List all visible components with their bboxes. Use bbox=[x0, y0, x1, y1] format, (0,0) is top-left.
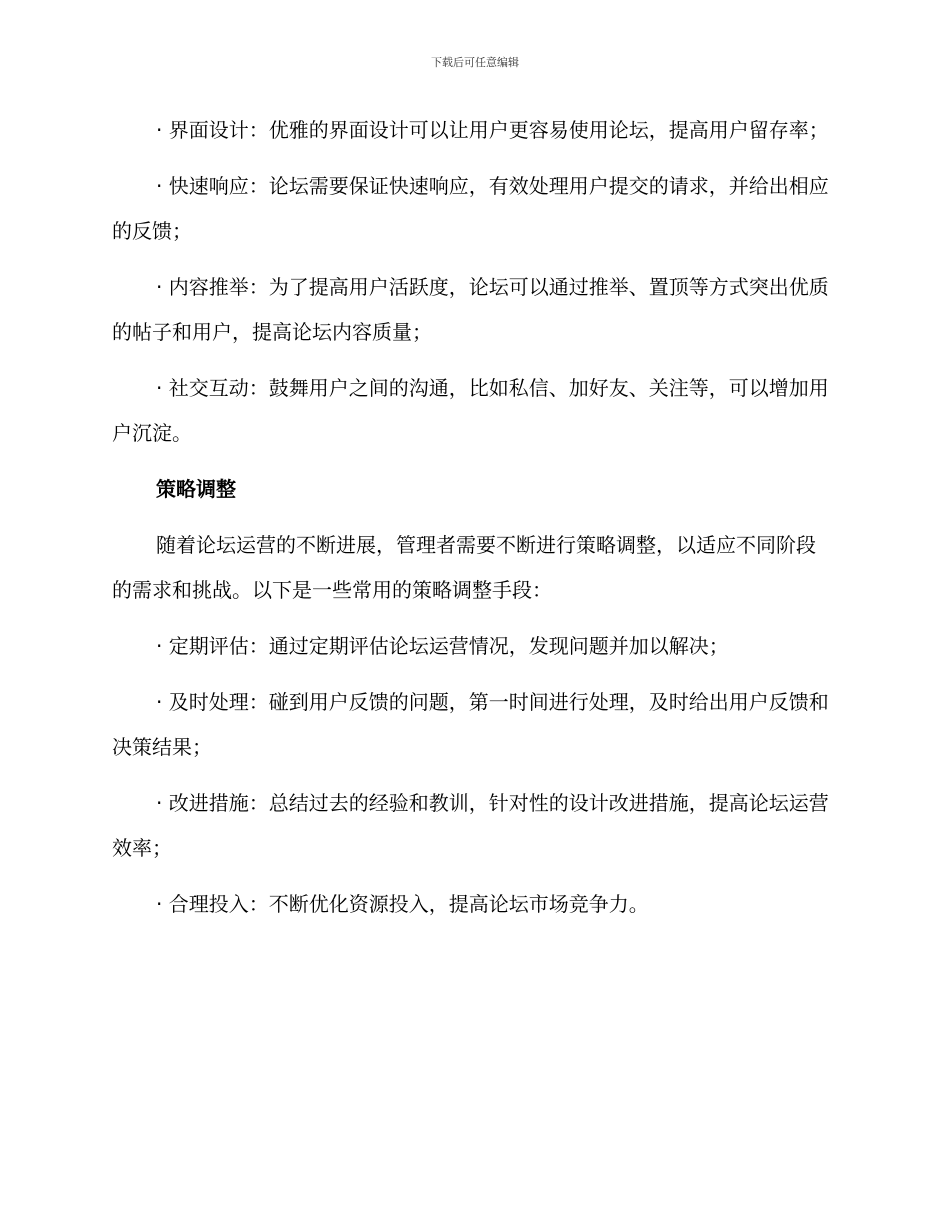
bullet-improvement-measures: · 改进措施：总结过去的经验和教训，针对性的设计改进措施，提高论坛运营效率； bbox=[112, 791, 829, 860]
bullet-content-promotion: · 内容推举：为了提高用户活跃度，论坛可以通过推举、置顶等方式突出优质的帖子和用户，提高论坛内容质量； bbox=[112, 275, 829, 344]
section-intro: 随着论坛运营的不断进展，管理者需要不断进行策略调整，以适应不同阶段的需求和挑战。以下是一些常用的策略调整手段： bbox=[112, 533, 816, 602]
bullet-fast-response: · 快速响应：论坛需要保证快速响应，有效处理用户提交的请求，并给出相应的反馈； bbox=[112, 174, 829, 243]
bullet-regular-evaluation: · 定期评估：通过定期评估论坛运营情况，发现问题并加以解决； bbox=[156, 634, 729, 658]
section-heading: 策略调整 bbox=[156, 477, 236, 501]
bullet-reasonable-investment: · 合理投入：不断优化资源投入，提高论坛市场竞争力。 bbox=[156, 892, 649, 916]
page-header-note: 下载后可任意编辑 bbox=[431, 56, 519, 69]
bullet-interface-design: · 界面设计：优雅的界面设计可以让用户更容易使用论坛，提高用户留存率； bbox=[156, 118, 829, 142]
document-body bbox=[112, 108, 832, 938]
bullet-timely-handling: · 及时处理：碰到用户反馈的问题，第一时间进行处理，及时给出用户反馈和决策结果； bbox=[112, 690, 829, 759]
bullet-social-interaction: · 社交互动：鼓舞用户之间的沟通，比如私信、加好友、关注等，可以增加用户沉淀。 bbox=[112, 376, 829, 445]
